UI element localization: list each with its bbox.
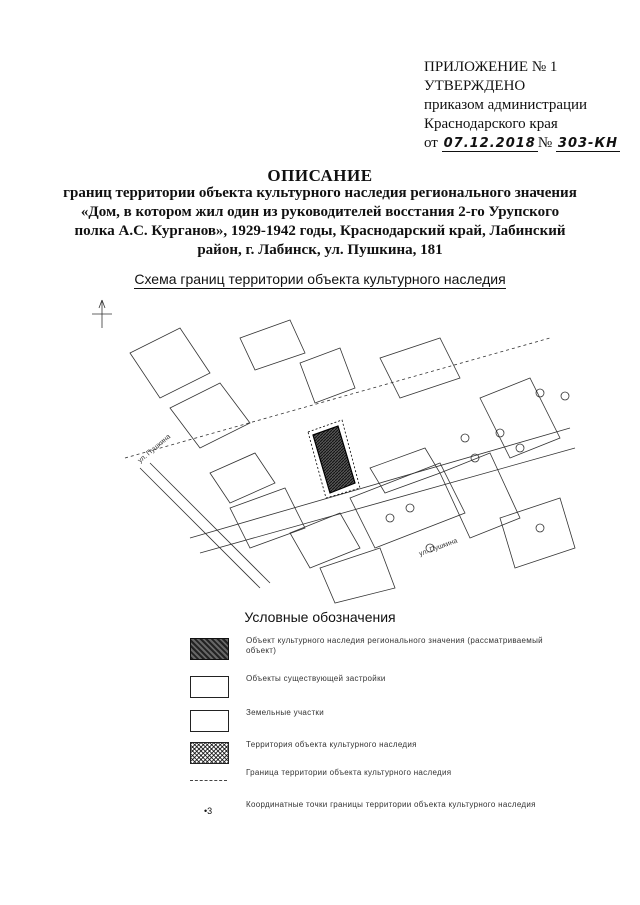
- plain-box-swatch: [190, 710, 229, 732]
- legend-item-object: [190, 634, 610, 674]
- approved-label: УТВЕРЖДЕНО: [424, 78, 526, 94]
- approved-by: приказом администрации: [424, 97, 588, 113]
- object-hatch-swatch: [190, 638, 229, 660]
- appendix-block: [424, 58, 634, 153]
- legend-item-text: Территория объекта культурного наследия: [246, 740, 417, 749]
- legend-item-text: Координатные точки границы территории объекта культурного наследия: [246, 800, 536, 809]
- document-subtitle: границ территории объекта культурного наследия регионального значения «Дом, в котором жил один из руководителей восстания 2-го Урупского полка А.С. Курганов», 1929-1942 годы, Краснодарский край, Лабинский район, г. Лабинск, ул. Пушкина, 181: [63, 185, 577, 258]
- legend-item-text: Граница территории объекта культурного наследия: [246, 768, 452, 777]
- plain-box-swatch: [190, 676, 229, 698]
- street-label-right: ул. Пушкина: [418, 537, 459, 558]
- street-label-left: ул. Пушкина: [136, 433, 173, 465]
- appendix-number: ПРИЛОЖЕНИЕ № 1: [424, 59, 558, 75]
- scheme-title: [0, 271, 640, 287]
- dashed-line-swatch: [190, 780, 227, 781]
- boundary-map: [80, 298, 580, 608]
- cross-hatch-swatch: [190, 742, 229, 764]
- trees: [386, 389, 569, 552]
- number-prefix: №: [537, 135, 553, 151]
- legend-title: Условные обозначения: [244, 609, 396, 625]
- legend-item-text: Земельные участки: [246, 708, 324, 717]
- legend-item-text: Объекты существующей застройки: [246, 674, 386, 683]
- heritage-object: [313, 426, 355, 493]
- date-prefix: от: [424, 135, 438, 151]
- approved-region: Краснодарского края: [424, 116, 558, 132]
- order-date-line: [424, 134, 634, 153]
- existing-buildings: [130, 320, 575, 603]
- order-date: 07.12.2018: [443, 136, 536, 151]
- order-number: 303-КН: [557, 136, 618, 151]
- scheme-title-text: Схема границ территории объекта культурного наследия: [134, 271, 506, 287]
- north-arrow-icon: [92, 300, 112, 328]
- document-title: ОПИСАНИЕ: [267, 166, 373, 185]
- legend-item-text: Объект культурного наследия регионального значения (рассматриваемый объект): [246, 636, 543, 655]
- point-symbol: •3: [204, 806, 213, 816]
- legend-item-points: [190, 798, 610, 838]
